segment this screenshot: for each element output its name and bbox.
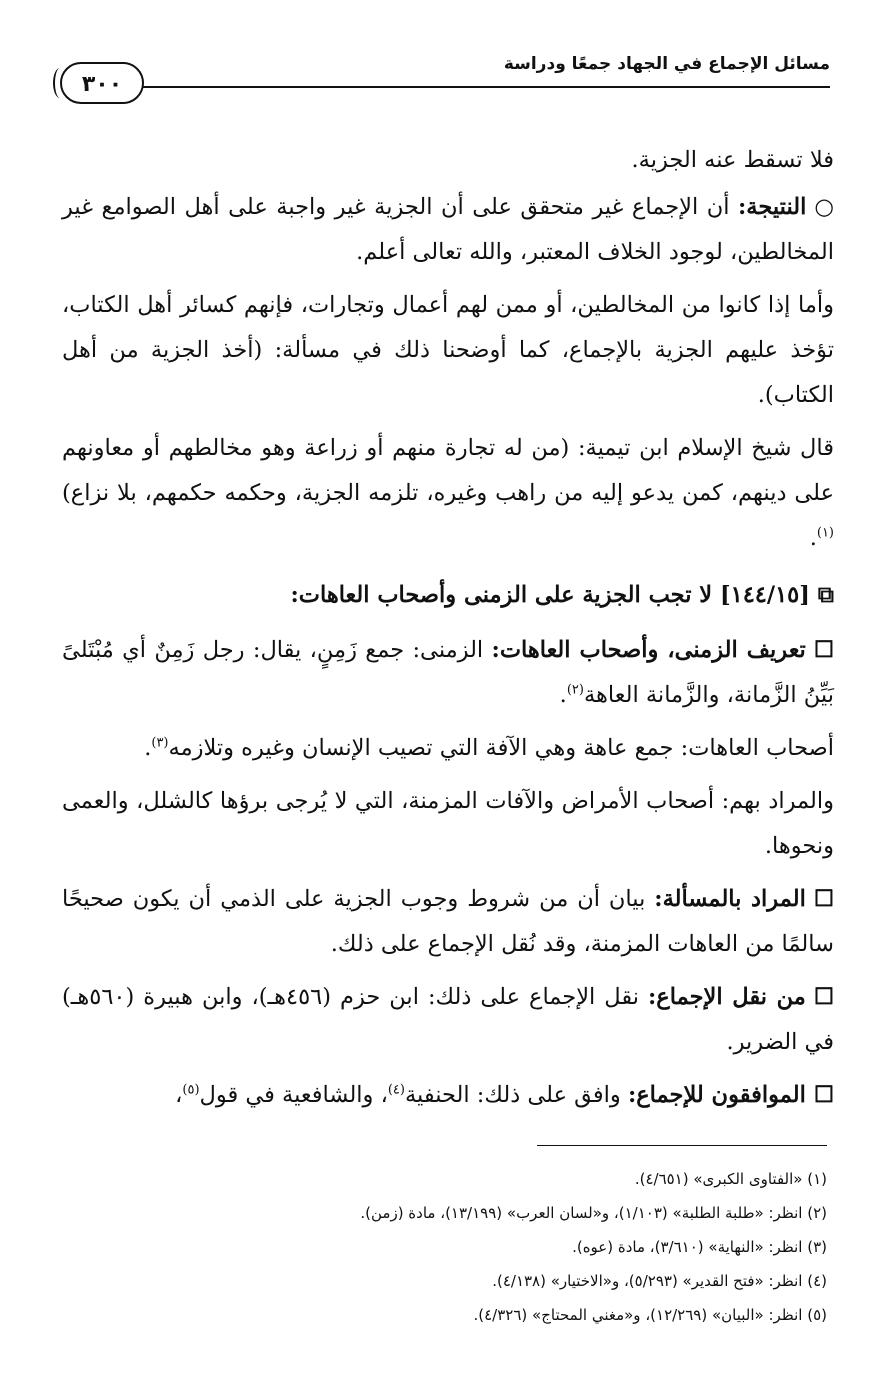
paragraph-label: من نقل الإجماع: — [648, 984, 806, 1010]
paragraph-end: ، — [175, 1082, 183, 1108]
footnote: (٣) انظر: «النهاية» (٣/٦١٠)، مادة (عوه). — [572, 1238, 827, 1256]
running-title: مسائل الإجماع في الجهاد جمعًا ودراسة — [503, 54, 830, 74]
paragraph-definition — [62, 628, 834, 718]
paragraph-text: أصحاب العاهات: جمع عاهة وهي الآفة التي تصيب الإنسان وغيره وتلازمه — [168, 735, 834, 761]
paragraph — [62, 283, 834, 418]
paragraph-label: النتيجة: — [737, 194, 807, 220]
paragraph-quote — [62, 426, 834, 561]
section-heading — [62, 573, 834, 618]
paragraph-text: وأما إذا كانوا من المخالطين، أو ممن لهم أعمال وتجارات، فإنهم كسائر أهل الكتاب، تؤخذ عليهم الجزية بالإجماع، كما أوضحنا ذلك في مسألة: (أخذ الجزية من أهل الكتاب). — [62, 292, 834, 408]
footnote: (٢) انظر: «طلبة الطلبة» (١/١٠٣)، و«لسان العرب» (١٣/١٩٩)، مادة (زمن). — [360, 1204, 827, 1222]
paragraph-agreeing — [62, 1073, 834, 1118]
footnote: (١) «الفتاوى الكبرى» (٤/٦٥١). — [634, 1170, 827, 1188]
square-bullet-icon: ☐ — [813, 1082, 834, 1108]
paragraph-end: . — [144, 735, 152, 761]
paragraph-consensus-source — [62, 975, 834, 1065]
paragraph-text: فلا تسقط عنه الجزية. — [631, 147, 834, 173]
header-rule — [140, 86, 830, 88]
paragraph-label: الموافقون للإجماع: — [627, 1082, 806, 1108]
stacked-documents-icon: ⧉ — [817, 582, 834, 608]
footnote-ref[interactable]: (٢) — [566, 682, 584, 698]
paragraph-label: تعريف الزمنى، وأصحاب العاهات: — [491, 637, 806, 663]
circle-bullet-icon: ○ — [814, 194, 834, 220]
paragraph-text: أن الإجماع غير متحقق على أن الجزية غير واجبة على أهل الصوامع غير المخالطين، لوجود الخلاف المعتبر، والله تعالى أعلم. — [62, 194, 834, 265]
footnote-rule — [537, 1145, 827, 1146]
footnote-ref[interactable]: (١) — [816, 525, 834, 541]
body-text — [62, 138, 834, 1126]
footnotes — [57, 1162, 827, 1332]
footnote: (٤) انظر: «فتح القدير» (٥/٢٩٣)، و«الاختيار» (٤/١٣٨). — [492, 1272, 827, 1290]
page-number: ٣٠٠ — [60, 62, 144, 104]
paragraph — [62, 138, 834, 183]
paragraph-label: المراد بالمسألة: — [654, 886, 806, 912]
paragraph-text: والمراد بهم: أصحاب الأمراض والآفات المزمنة، التي لا يُرجى برؤها كالشلل، والعمى ونحوها. — [62, 788, 834, 859]
section-heading-text: [١٤٤/١٥] لا تجب الجزية على الزمنى وأصحاب العاهات: — [290, 582, 810, 608]
footnote-ref[interactable]: (٥) — [182, 1082, 200, 1098]
paragraph-end: . — [809, 525, 817, 551]
square-bullet-icon: ☐ — [813, 984, 835, 1010]
footnote-ref[interactable]: (٣) — [151, 735, 169, 751]
page-header — [60, 48, 830, 108]
paragraph-text: نقل الإجماع على ذلك: ابن حزم (٤٥٦هـ)، وابن هبيرة (٥٦٠هـ) في الضرير. — [62, 984, 834, 1055]
footnote-ref[interactable]: (٤) — [387, 1082, 405, 1098]
square-bullet-icon: ☐ — [813, 886, 834, 912]
paragraph-text: قال شيخ الإسلام ابن تيمية: (من له تجارة منهم أو زراعة وهو مخالطهم أو معاونهم على دينهم، كمن يدعو إليه من راهب وغيره، تلزمه الجزية، وحكمه حكمهم، بلا نزاع) — [62, 435, 834, 506]
paragraph — [62, 779, 834, 869]
footnote: (٥) انظر: «البيان» (١٢/٢٦٩)، و«مغني المحتاج» (٤/٣٢٦). — [473, 1306, 827, 1324]
paragraph-result — [62, 185, 834, 275]
square-bullet-icon: ☐ — [813, 637, 834, 663]
paragraph-text: وافق على ذلك: الحنفية — [404, 1082, 628, 1108]
paragraph-text: ، والشافعية في قول — [199, 1082, 388, 1108]
paragraph — [62, 726, 834, 771]
paragraph-end: . — [559, 682, 567, 708]
paragraph-text: بيان أن من شروط وجوب الجزية على الذمي أن يكون صحيحًا سالمًا من العاهات المزمنة، وقد نُقل الإجماع على ذلك. — [62, 886, 834, 957]
paragraph-text: الزمنى: جمع زَمِنٍ، يقال: رجل زَمِنٌ أي مُبْتَلىً بَيِّنُ الزَّمانة، والزَّمانة العاهة — [62, 637, 834, 708]
paragraph-meaning — [62, 877, 834, 967]
